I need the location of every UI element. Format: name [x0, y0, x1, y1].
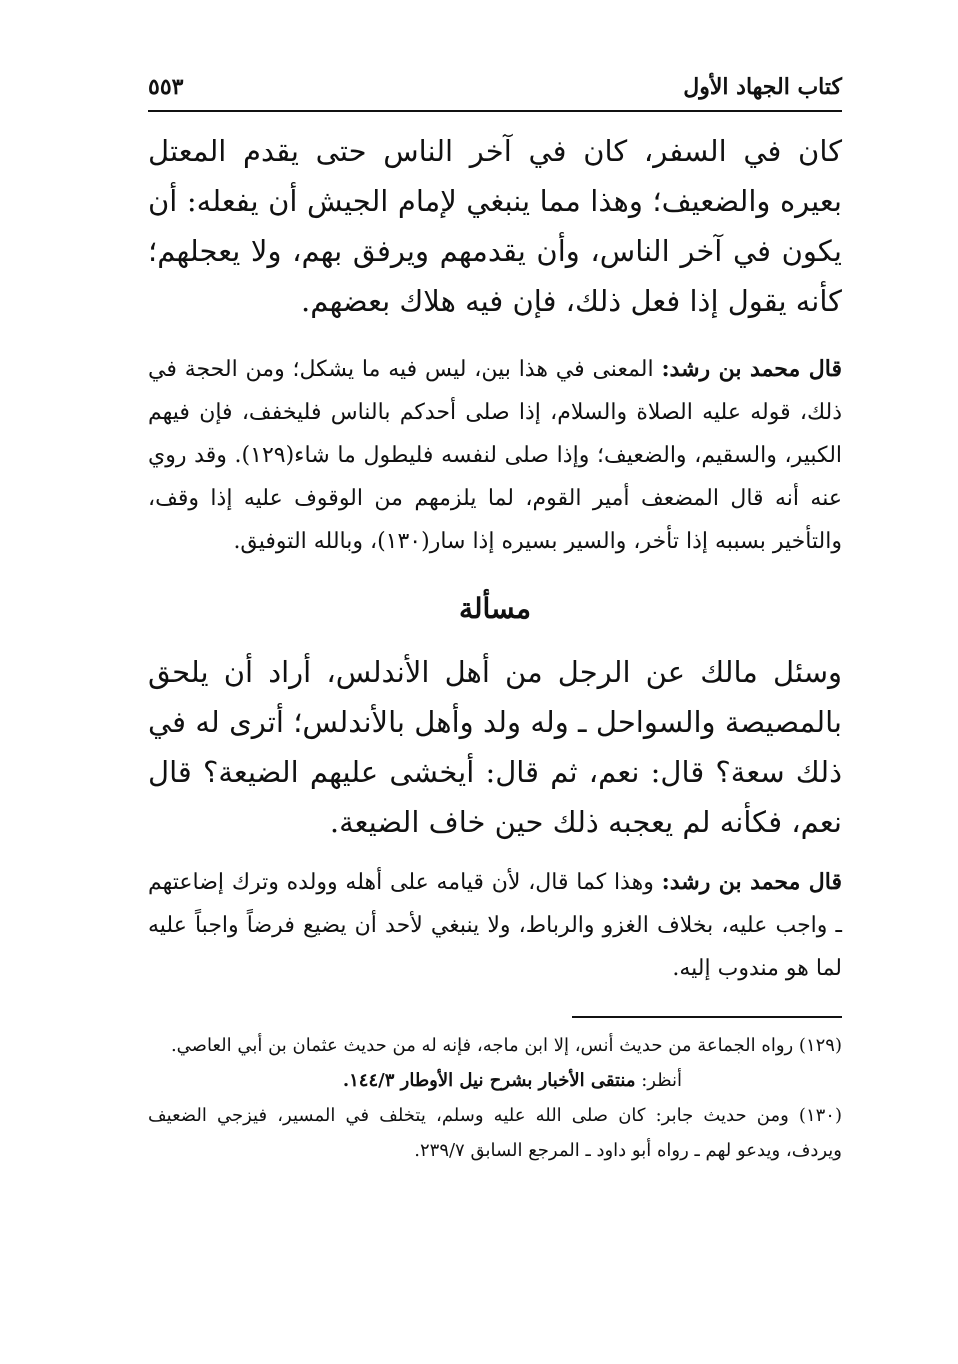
running-header: [148, 70, 842, 112]
paragraph-2-lead: قال محمد بن رشد:: [661, 356, 842, 382]
paragraph-2: [148, 348, 842, 563]
paragraph-4-text: وهذا كما قال، لأن قيامه على أهله وولده وترك إضاعتهم ـ واجب عليه، بخلاف الغزو والرباط، ولا ينبغي لأحد أن يضيع فرضاً واجباً عليه لما هو مندوب إليه.: [148, 870, 842, 981]
footnote-separator: [572, 1016, 842, 1018]
paragraph-4: [148, 861, 842, 990]
footnotes: [148, 1028, 842, 1168]
section-heading: مسألة: [458, 592, 532, 625]
page-number: ٥٥٣: [148, 74, 184, 100]
header-title: كتاب الجهاد الأول: [683, 74, 842, 100]
footnote-129-ref-source: منتقى الأخبار بشرح نيل الأوطار ١٤٤/٣.: [342, 1070, 636, 1091]
footnote-129-ref-prefix: أنظر:: [635, 1070, 682, 1091]
footnote-129: (١٢٩) رواه الجماعة من حديث أنس، إلا ابن ماجه، فإنه له من حديث عثمان بن أبي العاصي.: [170, 1035, 842, 1056]
paragraph-1: كان في السفر، كان في آخر الناس حتى يقدم المعتل بعيره والضعيف؛ وهذا مما ينبغي لإمام الجيش أن يفعله: أن يكون في آخر الناس، وأن يقدمهم ويرفق بهم، ولا يعجلهم؛ كأنه يقول إذا فعل ذلك، فإن فيه هلاك بعضهم.: [148, 134, 842, 318]
paragraph-3: وسئل مالك عن الرجل من أهل الأندلس، أراد أن يلحق بالمصيصة والسواحل ـ وله ولد وأهل بالأندلس؛ أترى له في ذلك سعة؟ قال: نعم، ثم قال: أيخشى عليهم الضيعة؟ قال نعم، فكأنه لم يعجبه ذلك حين خاف الضيعة.: [148, 655, 842, 839]
paragraph-2-text: المعنى في هذا بين، ليس فيه ما يشكل؛ ومن الحجة في ذلك، قوله عليه الصلاة والسلام، إذا صلى أحدكم بالناس فليخفف، فإن فيهم الكبير، والسقيم، والضعيف؛ وإذا صلى لنفسه فليطول ما شاء(١٢٩). وقد روي عنه أنه قال المضعف أمير القوم، لما يلزمهم من الوقوف عليه إذا وقف، والتأخير بسببه إذا تأخر، والسير بسيره إذا سار(١٣٠)، وبالله التوفيق.: [148, 357, 843, 554]
footnote-129-reference: [148, 1063, 842, 1098]
page: [148, 70, 842, 1168]
footnote-130: (١٣٠) ومن حديث جابر: كان صلى الله عليه وسلم، يتخلف في المسير، فيزجي الضعيف ويردف، ويدعو لهم ـ رواه أبو داود ـ المرجع السابق ٢٣٩/٧.: [148, 1105, 842, 1161]
paragraph-4-lead: قال محمد بن رشد:: [661, 869, 843, 895]
